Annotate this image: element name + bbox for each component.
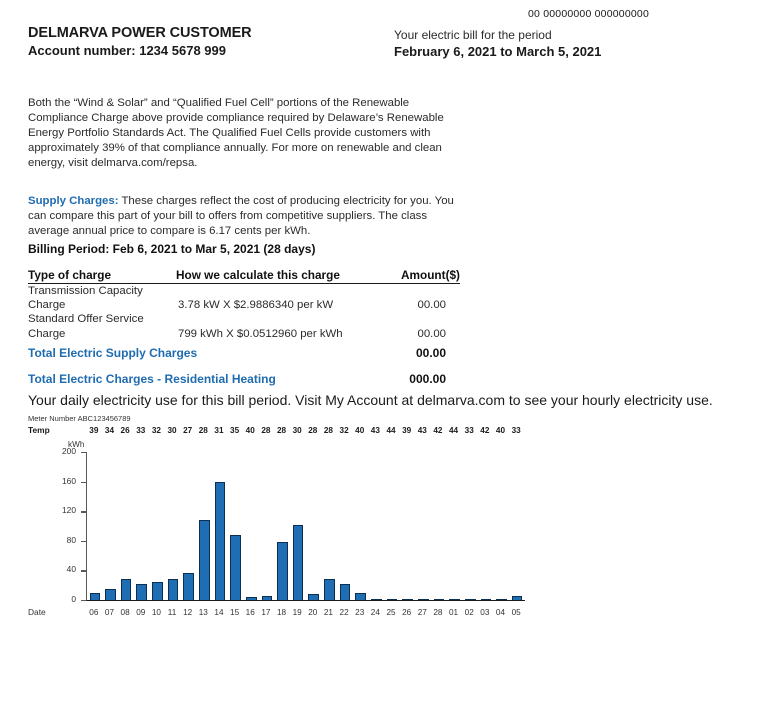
bar-cell	[447, 452, 463, 600]
bar-cell	[322, 452, 338, 600]
temperature-value: 39	[89, 426, 99, 435]
grand-total-amount: 000.00	[409, 372, 446, 387]
billing-period-line: Billing Period: Feb 6, 2021 to Mar 5, 2021 (28 days)	[28, 242, 316, 256]
table-row	[28, 284, 460, 313]
temperature-value: 31	[214, 426, 224, 435]
plot-area	[86, 452, 525, 601]
column-header-amount: Amount($)	[388, 268, 460, 284]
bar-cell	[103, 452, 119, 600]
bar-cell	[290, 452, 306, 600]
date-tick-label: 18	[276, 608, 287, 617]
temperature-value: 40	[495, 426, 506, 435]
total-supply-amount: 00.00	[415, 345, 446, 360]
supply-charges-heading: Supply Charges:	[28, 195, 119, 207]
chart-bar	[262, 596, 273, 600]
chart-bar	[183, 573, 194, 600]
charge-calculation: 799 kWh X $0.0512960 per kWh	[178, 327, 343, 340]
charge-type: Standard Offer Service Charge	[28, 313, 144, 340]
date-tick-label: 05	[511, 608, 521, 617]
bar-cell	[369, 452, 385, 600]
date-tick-label: 28	[433, 608, 443, 617]
column-header-type: Type of charge	[28, 268, 176, 284]
chart-bar	[402, 599, 413, 601]
charge-calculation: 3.78 kW X $2.9886340 per kW	[178, 299, 334, 312]
temperature-value: 42	[433, 426, 443, 435]
chart-bar	[387, 599, 398, 601]
chart-bar	[324, 579, 335, 600]
chart-bar	[246, 597, 257, 600]
chart-bar	[434, 599, 445, 601]
grand-total-label: Total Electric Charges - Residential Heating	[28, 372, 276, 387]
bar-cell	[337, 452, 353, 600]
charge-amount: 00.00	[417, 327, 446, 340]
temperature-value: 30	[292, 426, 302, 435]
date-tick-label: 01	[449, 608, 459, 617]
temperature-value: 26	[120, 426, 130, 435]
date-tick-label: 20	[308, 608, 318, 617]
temperature-value: 34	[104, 426, 115, 435]
chart-bar	[152, 582, 163, 600]
bar-cell	[275, 452, 291, 600]
daily-usage-chart	[24, 424, 524, 624]
chart-bar	[136, 584, 147, 600]
bar-cell	[494, 452, 510, 600]
chart-bar	[481, 599, 492, 601]
period-value: February 6, 2021 to March 5, 2021	[394, 44, 602, 59]
date-tick-label: 06	[89, 608, 99, 617]
charge-amount: 00.00	[417, 299, 446, 312]
date-tick-label: 26	[402, 608, 412, 617]
y-axis-tick-label: 40	[66, 564, 76, 575]
chart-bar	[308, 594, 319, 600]
chart-bar	[105, 589, 116, 600]
date-values	[86, 606, 524, 620]
bar-series	[87, 452, 525, 600]
date-tick-label: 12	[183, 608, 193, 617]
temperature-value: 33	[136, 426, 146, 435]
chart-bar	[293, 525, 304, 600]
charges-table	[28, 268, 460, 386]
chart-bar	[355, 593, 366, 600]
date-tick-label: 07	[104, 608, 115, 617]
supply-charges-body: These charges reflect the cost of producing electricity for you. You can compare this part of your bill to offers from competitive suppliers. The class average annual price to compare is 6.17 cents per kWh.	[28, 195, 454, 238]
temperature-value: 40	[355, 426, 365, 435]
y-axis-tick-label: 0	[71, 594, 76, 604]
chart-bar	[121, 579, 132, 600]
bar-cell	[134, 452, 150, 600]
bar-cell	[478, 452, 494, 600]
y-axis	[24, 446, 86, 604]
temperature-value: 44	[449, 426, 459, 435]
temperature-row-label: Temp	[28, 425, 50, 435]
charge-type: Transmission Capacity Charge	[28, 285, 143, 312]
period-label: Your electric bill for the period	[394, 28, 552, 42]
temperature-value: 33	[511, 426, 521, 435]
y-axis-tick	[24, 564, 86, 575]
chart-bar	[199, 520, 210, 600]
chart-bar	[371, 599, 382, 601]
temperature-value: 28	[261, 426, 271, 435]
bar-cell	[415, 452, 431, 600]
temperature-value: 30	[167, 426, 177, 435]
temperature-value: 28	[323, 426, 333, 435]
y-axis-title: kWh	[68, 440, 85, 449]
bar-cell	[306, 452, 322, 600]
date-tick-label: 17	[261, 608, 271, 617]
total-supply-row	[28, 341, 460, 360]
y-axis-tick	[24, 594, 86, 604]
temperature-value: 27	[183, 426, 193, 435]
y-axis-tick-label: 160	[62, 475, 76, 486]
bar-cell	[196, 452, 212, 600]
bar-cell	[228, 452, 244, 600]
date-row-label: Date	[28, 607, 46, 617]
chart-bar	[418, 599, 429, 601]
chart-bar	[230, 535, 241, 600]
bar-cell	[431, 452, 447, 600]
temperature-value: 28	[308, 426, 318, 435]
date-tick-label: 11	[167, 608, 177, 617]
grand-total-row	[28, 360, 460, 386]
chart-bar	[168, 579, 179, 600]
date-tick-label: 22	[339, 608, 349, 617]
date-tick-label: 08	[120, 608, 130, 617]
y-axis-tick	[24, 475, 86, 486]
date-tick-label: 24	[370, 608, 380, 617]
temperature-value: 40	[245, 426, 255, 435]
date-tick-label: 13	[198, 608, 208, 617]
bar-cell	[181, 452, 197, 600]
bar-cell	[259, 452, 275, 600]
temperature-values	[86, 424, 524, 438]
customer-name: DELMARVA POWER CUSTOMER	[28, 25, 252, 41]
temperature-value: 32	[151, 426, 161, 435]
date-tick-label: 16	[245, 608, 255, 617]
date-tick-label: 14	[214, 608, 224, 617]
y-axis-tick-label: 80	[66, 534, 76, 545]
y-axis-tick	[24, 446, 86, 456]
customer-block	[28, 24, 252, 60]
chart-bar	[90, 593, 101, 600]
temperature-value: 39	[402, 426, 412, 435]
date-tick-label: 15	[230, 608, 240, 617]
y-axis-tick-label: 120	[62, 505, 76, 516]
bar-cell	[212, 452, 228, 600]
bar-cell	[509, 452, 525, 600]
chart-bar	[340, 584, 351, 600]
chart-bar	[277, 542, 288, 600]
date-tick-label: 23	[355, 608, 365, 617]
temperature-value: 33	[464, 426, 474, 435]
temperature-value: 28	[198, 426, 208, 435]
bar-cell	[165, 452, 181, 600]
chart-bar	[215, 482, 226, 600]
chart-bar	[496, 599, 507, 601]
date-tick-label: 25	[386, 608, 396, 617]
temperature-value: 28	[276, 426, 287, 435]
bar-cell	[150, 452, 166, 600]
bar-cell	[118, 452, 134, 600]
temperature-value: 43	[417, 426, 427, 435]
bar-cell	[400, 452, 416, 600]
date-tick-label: 10	[151, 608, 161, 617]
table-row	[28, 312, 460, 340]
account-code: 00 00000000 000000000	[528, 8, 649, 20]
billing-period-block	[394, 27, 601, 61]
bar-cell	[243, 452, 259, 600]
bar-cell	[87, 452, 103, 600]
y-axis-tick	[24, 505, 86, 516]
daily-use-heading: Your daily electricity use for this bill period. Visit My Account at delmarva.com to see your hourly electricity use.	[28, 392, 713, 408]
chart-bar	[465, 599, 476, 601]
date-row	[24, 606, 524, 620]
temperature-row	[24, 424, 524, 438]
date-tick-label: 27	[417, 608, 427, 617]
charges-table-wrap	[28, 268, 460, 386]
column-header-calculation: How we calculate this charge	[176, 268, 388, 284]
bar-cell	[384, 452, 400, 600]
date-tick-label: 09	[136, 608, 146, 617]
date-tick-label: 21	[323, 608, 333, 617]
date-tick-label: 19	[292, 608, 302, 617]
temperature-value: 44	[386, 426, 396, 435]
bar-cell	[462, 452, 478, 600]
temperature-value: 35	[230, 426, 240, 435]
account-number: Account number: 1234 5678 999	[28, 43, 226, 58]
chart-bar	[449, 599, 460, 601]
temperature-value: 43	[370, 426, 380, 435]
supply-charges-intro	[28, 194, 468, 240]
charges-table-header-row	[28, 268, 460, 284]
bar-cell	[353, 452, 369, 600]
date-tick-label: 03	[480, 608, 490, 617]
temperature-value: 32	[339, 426, 349, 435]
temperature-value: 42	[480, 426, 490, 435]
total-supply-label: Total Electric Supply Charges	[28, 345, 198, 360]
date-tick-label: 04	[495, 608, 506, 617]
meter-number: Meter Number ABC123456789	[28, 414, 131, 423]
chart-bar	[512, 596, 523, 600]
renewable-compliance-paragraph: Both the “Wind & Solar” and “Qualified Fuel Cell” portions of the Renewable Compliance Charge above provide compliance required by Delaware’s Renewable Energy Portfolio Standards Act. The Qualified Fuel Cells provide customers with approximately 39% of that compliance annually. For more on renewable and clean energy, visit delmarva.com/repsa.	[28, 97, 444, 169]
y-axis-tick-label: 200	[62, 446, 76, 456]
y-axis-tick	[24, 534, 86, 545]
date-tick-label: 02	[464, 608, 474, 617]
